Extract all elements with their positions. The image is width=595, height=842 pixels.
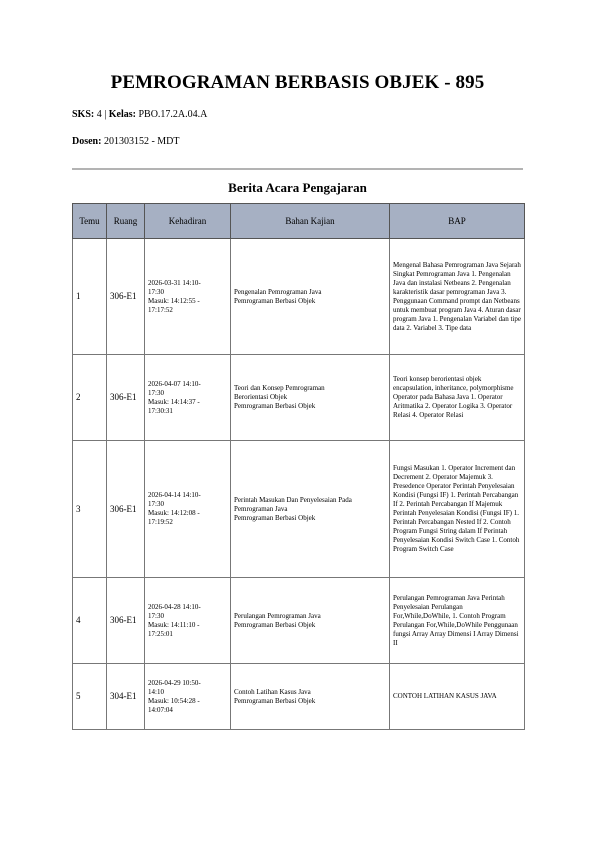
kehadiran-line: 2026-04-14 14:10- [148, 491, 201, 499]
cell-temu: 1 [73, 239, 107, 355]
cell-bap: Teori konsep berorientasi objek encapsulation, inheritance, polymorphisme Operator pada Bahasa Java 1. Operator Aritmatika 2. Operator Logika 3. Operator Relasi 4. Operator Relasi [390, 355, 525, 441]
cell-temu: 4 [73, 578, 107, 664]
cell-kehadiran [145, 441, 231, 578]
bahan-line: Berorientasi Objek [234, 393, 288, 401]
cell-ruang: 304-E1 [107, 664, 145, 730]
cell-temu: 2 [73, 355, 107, 441]
kehadiran-line: 2026-04-07 14:10- [148, 379, 201, 388]
cell-bahan-kajian [231, 355, 390, 441]
bahan-line: Contoh Latihan Kasus Java [234, 687, 311, 696]
kehadiran-line: 17:30 [148, 388, 164, 397]
bahan-line: Teori dan Konsep Pemrograman [234, 384, 325, 392]
bahan-line: Pemrograman Java [234, 504, 288, 513]
kehadiran-line: 17:19:52 [148, 518, 173, 526]
dosen-line [72, 136, 180, 147]
kehadiran-line: 2026-04-28 14:10- [148, 602, 201, 611]
cell-ruang: 306-E1 [107, 578, 145, 664]
cell-ruang: 306-E1 [107, 239, 145, 355]
document-title: PEMROGRAMAN BERBASIS OBJEK - 895 [110, 72, 485, 93]
cell-kehadiran [145, 664, 231, 730]
sks-label: SKS: [72, 109, 95, 120]
kehadiran-line: 17:25:01 [148, 629, 173, 638]
kehadiran-line: Masuk: 14:12:55 - [148, 296, 200, 305]
table-row [73, 239, 525, 355]
kehadiran-line: 2026-03-31 14:10- [148, 278, 201, 287]
kehadiran-line: 14:07:04 [148, 705, 173, 714]
divider-line [72, 168, 523, 170]
table-header-row [73, 204, 525, 239]
cell-bahan-kajian [231, 239, 390, 355]
bahan-line: Perulangan Pemrograman Java [234, 611, 321, 620]
cell-temu: 5 [73, 664, 107, 730]
kehadiran-line: 17:30 [148, 611, 164, 620]
cell-kehadiran [145, 578, 231, 664]
dosen-label: Dosen: [72, 136, 102, 147]
column-header-ruang: Ruang [107, 204, 145, 239]
bahan-line: Pemrograman Berbasi Objek [234, 513, 316, 522]
column-header-kehadiran: Kehadiran [145, 204, 231, 239]
sks-value: 4 [96, 109, 102, 120]
kehadiran-line: Masuk: 10:54:28 - [148, 696, 200, 705]
separator: | [104, 109, 107, 120]
cell-bahan-kajian [231, 441, 390, 578]
kehadiran-line: Masuk: 14:14:37 - [148, 397, 200, 406]
cell-kehadiran [145, 239, 231, 355]
bahan-line: Perintah Masukan Dan Penyelesaian Pada [234, 495, 352, 504]
bahan-line: Pemrograman Berbasi Objek [234, 296, 316, 305]
sks-kelas-line [72, 109, 207, 120]
bahan-line: Pengenalan Pemrograman Java [234, 287, 322, 296]
cell-ruang: 306-E1 [107, 355, 145, 441]
table-row [73, 578, 525, 664]
kehadiran-line: 2026-04-29 10:50- [148, 678, 201, 687]
cell-ruang: 306-E1 [107, 441, 145, 578]
cell-bap: Mengenal Bahasa Pemrograman Java Sejarah Singkat Pemrograman Java 1. Pengenalan Java dan instalasi Netbeans 2. Pengenalan karakteristik dasar pemrograman Java 3. Penggunaan Command prompt dan Netbeans untuk membuat program Java 4. Aturan dasar program Java 1. Pengenalan Variabel dan tipe data 2. Variabel 3. Tipe data [390, 239, 525, 355]
kehadiran-line: 17:17:52 [148, 305, 173, 314]
kehadiran-line: 17:30 [148, 287, 164, 296]
cell-bahan-kajian [231, 664, 390, 730]
column-header-temu: Temu [73, 204, 107, 239]
dosen-value: 201303152 - MDT [103, 136, 180, 147]
column-header-bahan-kajian: Bahan Kajian [231, 204, 390, 239]
table-row [73, 664, 525, 730]
kehadiran-line: 17:30 [148, 500, 164, 508]
cell-kehadiran [145, 355, 231, 441]
kelas-label: Kelas: [108, 109, 136, 120]
kelas-value: PBO.17.2A.04.A [138, 109, 208, 120]
table-row [73, 441, 525, 578]
section-title: Berita Acara Pengajaran [228, 180, 367, 195]
kehadiran-line: Masuk: 14:12:08 - [148, 509, 200, 517]
cell-bap: CONTOH LATIHAN KASUS JAVA [390, 664, 525, 730]
bap-table [72, 203, 525, 730]
table-row [73, 355, 525, 441]
cell-temu: 3 [73, 441, 107, 578]
bahan-line: Pemrograman Berbasi Objek [234, 696, 316, 705]
cell-bap: Fungsi Masukan 1. Operator Increment dan Decrement 2. Operator Majemuk 3. Presedence Operator Perintah Penyelesaian Kondisi (Fungsi IF) 1. Perintah Percabangan If 2. Perintah Percabangan If Majemuk Perintah Penyelesaian Kondisi (Fungsi IF) 1. Perintah Percabangan Nested If 2. Contoh Program Fungsi String dalam If Perintah Penyelesaian Kondisi Switch Case 1. Contoh Program Switch Case [390, 441, 525, 578]
kehadiran-line: Masuk: 14:11:10 - [148, 620, 200, 629]
cell-bahan-kajian [231, 578, 390, 664]
column-header-bap: BAP [390, 204, 525, 239]
kehadiran-line: 17:30:31 [148, 406, 173, 415]
kehadiran-line: 14:10 [148, 687, 164, 696]
bahan-line: Pemrograman Berbasi Objek [234, 620, 316, 629]
bahan-line: Pemrograman Berbasi Objek [234, 402, 316, 410]
cell-bap: Perulangan Pemrograman Java Perintah Penyelesaian Perulangan For,While,DoWhile, 1. Contoh Program Perulangan For,While,DoWhile Penggunaan fungsi Array Array Dimensi I Array Dimensi II [390, 578, 525, 664]
